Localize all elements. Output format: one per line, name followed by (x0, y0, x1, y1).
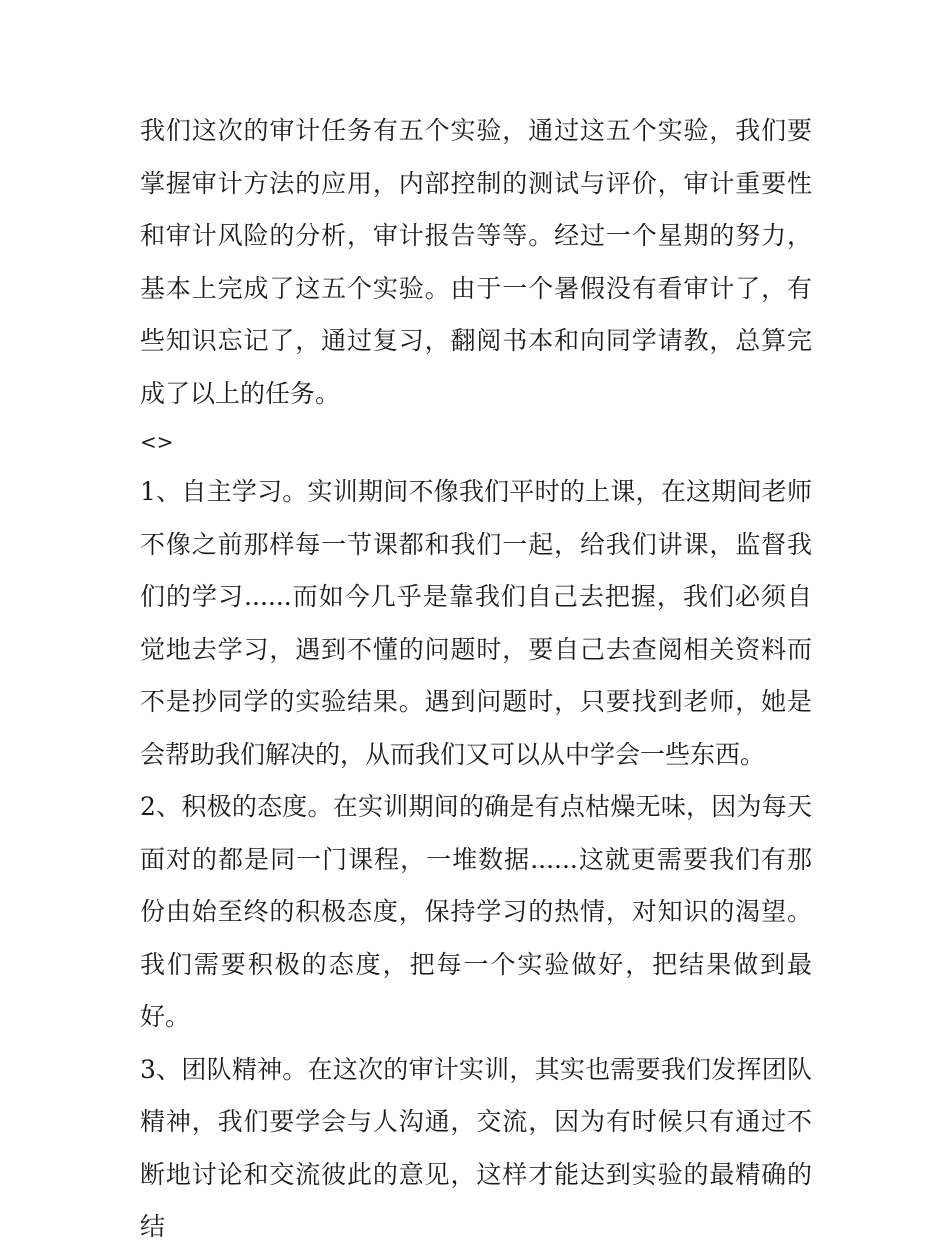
paragraph-team-spirit: 3、团队精神。在这次的审计实训，其实也需要我们发挥团队精神，我们要学会与人沟通，交流，因为有时候只有通过不断地讨论和交流彼此的意见，这样才能达到实验的最精确的结 (140, 1054, 812, 1241)
section-marker: <> (140, 430, 174, 454)
paragraph-self-study: 1、自主学习。实训期间不像我们平时的上课，在这期间老师不像之前那样每一节课都和我们一起，给我们讲课，监督我们的学习......而如今几乎是靠我们自己去把握，我们必须自觉地去学习，遇到不懂的问题时，要自己去查阅相关资料而不是抄同学的实验结果。遇到问题时，只要找到老师，她是会帮助我们解决的，从而我们又可以从中学会一些东西。 (140, 477, 812, 769)
paragraph-positive-attitude: 2、积极的态度。在实训期间的确是有点枯燥无味，因为每天面对的都是同一门课程，一堆数据......这就更需要我们有那份由始至终的积极态度，保持学习的热情，对知识的渴望。我们需要积极的态度，把每一个实验做好，把结果做到最好。 (140, 792, 812, 1031)
paragraph-intro: 我们这次的审计任务有五个实验，通过这五个实验，我们要掌握审计方法的应用，内部控制的测试与评价，审计重要性和审计风险的分析，审计报告等等。经过一个星期的努力，基本上完成了这五个实验。由于一个暑假没有看审计了，有些知识忘记了，通过复习，翻阅书本和向同学请教，总算完成了以上的任务。 (140, 116, 812, 408)
document-page (140, 105, 812, 1254)
